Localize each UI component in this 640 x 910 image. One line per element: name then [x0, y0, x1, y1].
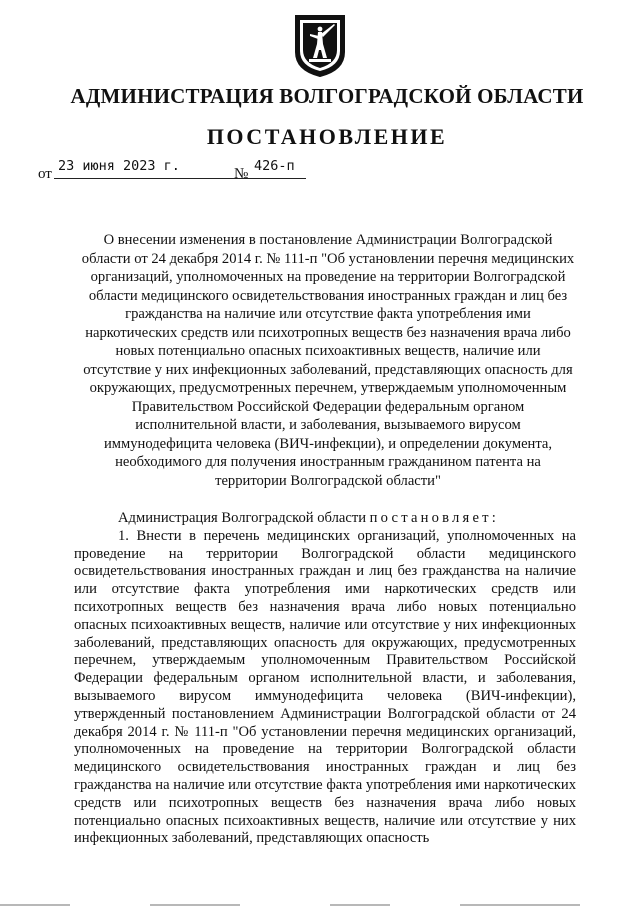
date-underline — [54, 178, 250, 179]
volgograd-region-emblem-icon — [294, 14, 346, 78]
document-type-title: ПОСТАНОВЛЕНИЕ — [206, 124, 448, 149]
intro-verb: постановляет: — [369, 510, 499, 526]
resolution-intro — [74, 510, 576, 528]
organization-title: АДМИНИСТРАЦИЯ ВОЛГОГРАДСКОЙ ОБЛАСТИ — [70, 84, 584, 108]
number-label: № — [234, 166, 249, 182]
paragraph-1: 1. Внести в перечень медицинских организаций, уполномоченных на проведение на территории Волгоградской области медицинского освидетельствования иностранных граждан и лиц без гражданства на наличие или отсутствие факта употребления ими наркотических средств или психотропных веществ без назначения врача либо новых потенциально опасных психоактивных веществ, наличие или отсутствие у них инфекционных заболеваний, представляющих опасность для окружающих, предусмотренных перечнем, утверждаемым уполномоченным Правительством Российской Федерации федеральным органом исполнительной власти, и заболевания, вызываемого вирусом иммунодефицита человека (ВИЧ-инфекции), утвержденный постановлением Администрации Волгоградской области от 24 декабря 2014 г. № 111-п "Об установлении перечня медицинских организаций, уполномоченных на проведение на территории Волгоградской области медицинского освидетельствования иностранных граждан и лиц без гражданства на наличие или отсутствие факта употребления ими наркотических средств или психотропных веществ без назначения врача либо новых потенциально опасных психоактивных веществ, наличие или отсутствие у них инфекционных заболеваний, представляющих опасность — [74, 527, 576, 847]
number-value: 426-п — [254, 158, 295, 174]
date-value: 23 июня 2023 г. — [58, 158, 180, 174]
intro-text: Администрация Волгоградской области — [118, 510, 367, 526]
document-body — [74, 510, 576, 848]
scan-edge-marks — [0, 900, 640, 910]
date-label: от — [38, 166, 52, 182]
number-underline — [248, 178, 306, 179]
document-subject: О внесении изменения в постановление Администрации Волгоградской области от 24 декабря 2014 г. № 111-п "Об установлении перечня медицинских организаций, уполномоченных на проведение на территории Волгоградской области медицинского освидетельствования иностранных граждан и лиц без гражданства на наличие или отсутствие факта употребления ими наркотических средств или психотропных веществ без назначения врача либо новых потенциально опасных психоактивных веществ, наличие или отсутствие у них инфекционных заболеваний, представляющих опасность для окружающих, предусмотренных перечнем, утверждаемым уполномоченным Правительством Российской Федерации федеральным органом исполнительной власти, и заболевания, вызываемого вирусом иммунодефицита человека (ВИЧ-инфекции), и определении документа, необходимого для получения иностранным гражданином патента на территории Волгоградской области" — [81, 232, 575, 489]
